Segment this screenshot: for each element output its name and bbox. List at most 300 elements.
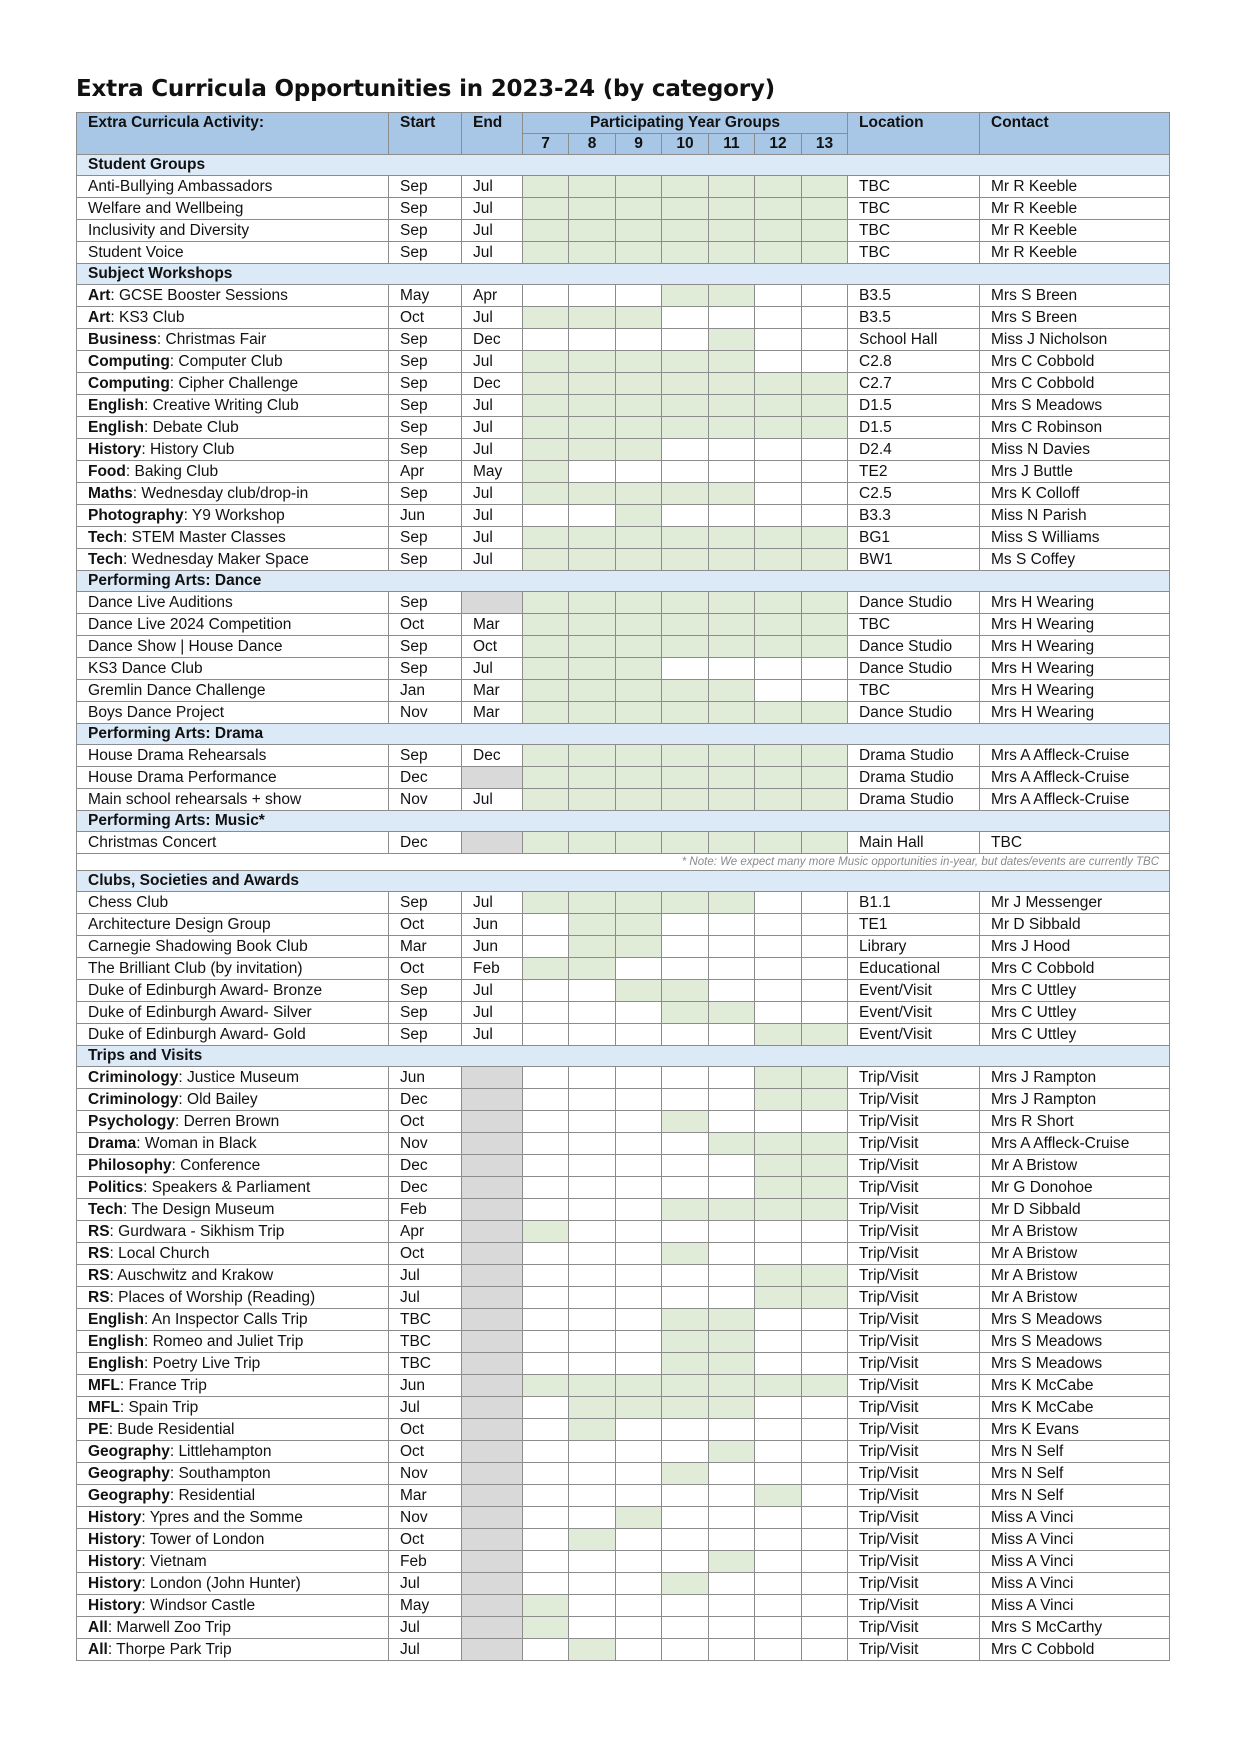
year-7-cell — [523, 636, 569, 658]
year-10-cell — [662, 1177, 709, 1199]
category-title: Performing Arts: Dance — [77, 571, 1170, 592]
end-cell: Dec — [462, 373, 523, 395]
year-10-cell — [662, 1419, 709, 1441]
year-10-cell — [662, 592, 709, 614]
year-12-cell — [755, 527, 802, 549]
year-9-cell — [616, 1133, 662, 1155]
activity-name: : Y9 Workshop — [183, 506, 285, 524]
year-12-cell — [755, 614, 802, 636]
activity-name: : Computer Club — [169, 352, 283, 370]
year-8-cell — [569, 680, 616, 702]
activity-name: Carnegie Shadowing Book Club — [88, 937, 308, 955]
activity-cell — [77, 1221, 389, 1243]
activity-cell — [77, 505, 389, 527]
year-11-cell — [709, 614, 755, 636]
activity-name: Duke of Edinburgh Award- Bronze — [88, 981, 323, 999]
year-8-cell — [569, 242, 616, 264]
year-10-cell — [662, 1067, 709, 1089]
location-cell: TBC — [848, 242, 980, 264]
year-9-cell — [616, 176, 662, 198]
activity-cell — [77, 198, 389, 220]
year-10-cell — [662, 745, 709, 767]
year-8-cell — [569, 395, 616, 417]
table-row — [77, 1485, 1170, 1507]
activity-cell — [77, 527, 389, 549]
year-11-cell — [709, 1243, 755, 1265]
year-9-cell — [616, 1024, 662, 1046]
end-cell: Mar — [462, 680, 523, 702]
activity-cell — [77, 220, 389, 242]
end-cell — [462, 832, 523, 854]
year-9-cell — [616, 914, 662, 936]
year-9-cell — [616, 242, 662, 264]
header-activity: Extra Curricula Activity: — [77, 113, 389, 155]
year-10-cell — [662, 307, 709, 329]
activity-name: : France Trip — [119, 1376, 207, 1394]
location-cell: TBC — [848, 220, 980, 242]
year-9-cell — [616, 285, 662, 307]
year-9-cell — [616, 789, 662, 811]
year-9-cell — [616, 1463, 662, 1485]
table-row — [77, 242, 1170, 264]
year-13-cell — [802, 1353, 848, 1375]
location-cell: Drama Studio — [848, 745, 980, 767]
year-7-cell — [523, 439, 569, 461]
table-row — [77, 1133, 1170, 1155]
activity-subject: All — [88, 1640, 108, 1658]
activity-name: : Residential — [169, 1486, 256, 1504]
year-13-cell — [802, 592, 848, 614]
year-9-cell — [616, 1002, 662, 1024]
start-cell: Feb — [389, 1551, 462, 1573]
end-cell — [462, 1309, 523, 1331]
activity-subject: English — [88, 1332, 144, 1350]
year-7-cell — [523, 1551, 569, 1573]
location-cell: Dance Studio — [848, 636, 980, 658]
table-row — [77, 1265, 1170, 1287]
activity-cell — [77, 242, 389, 264]
year-12-cell — [755, 1111, 802, 1133]
table-row — [77, 1463, 1170, 1485]
location-cell: Trip/Visit — [848, 1573, 980, 1595]
activity-cell — [77, 1441, 389, 1463]
table-row — [77, 307, 1170, 329]
year-11-cell — [709, 176, 755, 198]
year-8-cell — [569, 832, 616, 854]
activity-cell — [77, 417, 389, 439]
activity-name: The Brilliant Club (by invitation) — [88, 959, 303, 977]
year-10-cell — [662, 914, 709, 936]
start-cell: Sep — [389, 527, 462, 549]
end-cell — [462, 1529, 523, 1551]
table-row — [77, 1375, 1170, 1397]
year-12-cell — [755, 1507, 802, 1529]
year-11-cell — [709, 1221, 755, 1243]
note-row — [77, 854, 1170, 871]
location-cell: Trip/Visit — [848, 1331, 980, 1353]
location-cell: Event/Visit — [848, 980, 980, 1002]
year-9-cell — [616, 1199, 662, 1221]
year-11-cell — [709, 461, 755, 483]
start-cell: Oct — [389, 1111, 462, 1133]
activity-subject: English — [88, 1354, 144, 1372]
year-13-cell — [802, 614, 848, 636]
year-8-cell — [569, 1353, 616, 1375]
year-11-cell — [709, 1002, 755, 1024]
year-11-cell — [709, 1595, 755, 1617]
location-cell: TBC — [848, 680, 980, 702]
activity-subject: MFL — [88, 1376, 120, 1394]
year-9-cell — [616, 483, 662, 505]
activity-cell — [77, 892, 389, 914]
year-11-cell — [709, 1617, 755, 1639]
table-row — [77, 1309, 1170, 1331]
start-cell: Sep — [389, 745, 462, 767]
year-7-cell — [523, 242, 569, 264]
year-12-cell — [755, 767, 802, 789]
table-row — [77, 1353, 1170, 1375]
activity-cell — [77, 1265, 389, 1287]
end-cell — [462, 1265, 523, 1287]
year-13-cell — [802, 1111, 848, 1133]
table-row — [77, 505, 1170, 527]
contact-cell: TBC — [980, 832, 1170, 854]
activity-subject: Tech — [88, 1200, 124, 1218]
activity-cell — [77, 1199, 389, 1221]
year-7-cell — [523, 1397, 569, 1419]
year-13-cell — [802, 549, 848, 571]
year-11-cell — [709, 1331, 755, 1353]
year-10-cell — [662, 658, 709, 680]
year-11-cell — [709, 1507, 755, 1529]
location-cell: D1.5 — [848, 417, 980, 439]
year-7-cell — [523, 1024, 569, 1046]
year-12-cell — [755, 914, 802, 936]
table-row — [77, 614, 1170, 636]
year-10-cell — [662, 958, 709, 980]
year-11-cell — [709, 198, 755, 220]
activities-table — [76, 112, 1170, 1661]
year-13-cell — [802, 892, 848, 914]
start-cell: Sep — [389, 351, 462, 373]
activity-cell — [77, 702, 389, 724]
activity-name: : Spain Trip — [119, 1398, 199, 1416]
year-7-cell — [523, 1463, 569, 1485]
end-cell: Jul — [462, 198, 523, 220]
location-cell: Trip/Visit — [848, 1221, 980, 1243]
start-cell: Nov — [389, 702, 462, 724]
year-9-cell — [616, 636, 662, 658]
music-note: * Note: We expect many more Music opportunities in-year, but dates/events are currently TBC — [77, 854, 1170, 871]
start-cell: Oct — [389, 1441, 462, 1463]
activity-subject: English — [88, 1310, 144, 1328]
activity-cell — [77, 1419, 389, 1441]
header-year-11: 11 — [709, 134, 755, 155]
year-9-cell — [616, 1331, 662, 1353]
location-cell: Trip/Visit — [848, 1287, 980, 1309]
contact-cell: Miss A Vinci — [980, 1573, 1170, 1595]
year-12-cell — [755, 505, 802, 527]
year-13-cell — [802, 1024, 848, 1046]
year-12-cell — [755, 198, 802, 220]
activity-name: : Christmas Fair — [156, 330, 267, 348]
start-cell: Sep — [389, 483, 462, 505]
year-11-cell — [709, 1067, 755, 1089]
activity-cell — [77, 980, 389, 1002]
year-11-cell — [709, 1551, 755, 1573]
year-13-cell — [802, 1551, 848, 1573]
year-10-cell — [662, 1265, 709, 1287]
start-cell: TBC — [389, 1309, 462, 1331]
activity-cell — [77, 658, 389, 680]
end-cell: Jul — [462, 242, 523, 264]
end-cell: Jul — [462, 658, 523, 680]
end-cell: Jul — [462, 505, 523, 527]
year-12-cell — [755, 1595, 802, 1617]
end-cell — [462, 1111, 523, 1133]
location-cell: Trip/Visit — [848, 1265, 980, 1287]
table-row — [77, 1221, 1170, 1243]
year-11-cell — [709, 329, 755, 351]
end-cell — [462, 1353, 523, 1375]
contact-cell: Mrs K Evans — [980, 1419, 1170, 1441]
year-8-cell — [569, 1024, 616, 1046]
year-13-cell — [802, 914, 848, 936]
activity-name: : Local Church — [109, 1244, 210, 1262]
year-9-cell — [616, 549, 662, 571]
year-12-cell — [755, 461, 802, 483]
year-12-cell — [755, 242, 802, 264]
end-cell — [462, 1155, 523, 1177]
location-cell: Trip/Visit — [848, 1507, 980, 1529]
activity-subject: Geography — [88, 1486, 170, 1504]
year-10-cell — [662, 527, 709, 549]
start-cell: Jun — [389, 1375, 462, 1397]
year-9-cell — [616, 461, 662, 483]
start-cell: Nov — [389, 1507, 462, 1529]
table-row — [77, 1002, 1170, 1024]
table-row — [77, 1529, 1170, 1551]
activity-cell — [77, 1287, 389, 1309]
contact-cell: Mrs C Cobbold — [980, 373, 1170, 395]
location-cell: B3.3 — [848, 505, 980, 527]
end-cell: Jul — [462, 351, 523, 373]
end-cell — [462, 1551, 523, 1573]
year-12-cell — [755, 1331, 802, 1353]
activity-subject: Drama — [88, 1134, 137, 1152]
year-12-cell — [755, 1067, 802, 1089]
activity-name: : Vietnam — [141, 1552, 207, 1570]
year-9-cell — [616, 220, 662, 242]
year-8-cell — [569, 1551, 616, 1573]
contact-cell: Mrs C Cobbold — [980, 351, 1170, 373]
start-cell: Sep — [389, 198, 462, 220]
year-12-cell — [755, 395, 802, 417]
end-cell — [462, 1133, 523, 1155]
year-13-cell — [802, 680, 848, 702]
contact-cell: Mr A Bristow — [980, 1265, 1170, 1287]
year-11-cell — [709, 1177, 755, 1199]
year-8-cell — [569, 1243, 616, 1265]
activity-cell — [77, 351, 389, 373]
year-7-cell — [523, 1441, 569, 1463]
year-7-cell — [523, 176, 569, 198]
activity-subject: Art — [88, 308, 111, 326]
year-11-cell — [709, 439, 755, 461]
activity-name: : GCSE Booster Sessions — [110, 286, 288, 304]
activity-name: : Gurdwara - Sikhism Trip — [109, 1222, 285, 1240]
year-8-cell — [569, 176, 616, 198]
year-7-cell — [523, 892, 569, 914]
year-9-cell — [616, 417, 662, 439]
year-9-cell — [616, 373, 662, 395]
contact-cell: Mrs C Uttley — [980, 980, 1170, 1002]
activity-subject: History — [88, 440, 142, 458]
activity-name: : Thorpe Park Trip — [107, 1640, 232, 1658]
activity-subject: Philosophy — [88, 1156, 172, 1174]
year-10-cell — [662, 1441, 709, 1463]
year-11-cell — [709, 680, 755, 702]
header-start: Start — [389, 113, 462, 155]
year-10-cell — [662, 1507, 709, 1529]
year-8-cell — [569, 1617, 616, 1639]
year-8-cell — [569, 1002, 616, 1024]
start-cell: Jul — [389, 1397, 462, 1419]
table-row — [77, 680, 1170, 702]
activity-name: : Ypres and the Somme — [141, 1508, 303, 1526]
start-cell: Sep — [389, 980, 462, 1002]
contact-cell: Mrs S Meadows — [980, 395, 1170, 417]
year-13-cell — [802, 745, 848, 767]
activity-name: : Auschwitz and Krakow — [109, 1266, 274, 1284]
year-13-cell — [802, 1243, 848, 1265]
year-12-cell — [755, 1133, 802, 1155]
activity-cell — [77, 1639, 389, 1661]
year-7-cell — [523, 1177, 569, 1199]
year-9-cell — [616, 1243, 662, 1265]
year-11-cell — [709, 1573, 755, 1595]
year-11-cell — [709, 483, 755, 505]
year-8-cell — [569, 351, 616, 373]
end-cell: Dec — [462, 745, 523, 767]
year-12-cell — [755, 936, 802, 958]
year-13-cell — [802, 1463, 848, 1485]
year-12-cell — [755, 636, 802, 658]
year-13-cell — [802, 1529, 848, 1551]
year-10-cell — [662, 832, 709, 854]
table-row — [77, 1441, 1170, 1463]
year-9-cell — [616, 658, 662, 680]
end-cell — [462, 1419, 523, 1441]
year-7-cell — [523, 702, 569, 724]
year-13-cell — [802, 1133, 848, 1155]
table-row — [77, 892, 1170, 914]
activity-name: : Romeo and Juliet Trip — [143, 1332, 304, 1350]
start-cell: TBC — [389, 1331, 462, 1353]
year-12-cell — [755, 176, 802, 198]
location-cell: Trip/Visit — [848, 1177, 980, 1199]
start-cell: Jul — [389, 1265, 462, 1287]
header-location: Location — [848, 113, 980, 155]
year-8-cell — [569, 1463, 616, 1485]
activity-name: : History Club — [141, 440, 235, 458]
contact-cell: Mr G Donohoe — [980, 1177, 1170, 1199]
contact-cell: Mrs S McCarthy — [980, 1617, 1170, 1639]
year-7-cell — [523, 1002, 569, 1024]
activity-name: : Creative Writing Club — [143, 396, 299, 414]
year-8-cell — [569, 198, 616, 220]
activity-name: Inclusivity and Diversity — [88, 221, 250, 239]
year-13-cell — [802, 1485, 848, 1507]
year-8-cell — [569, 285, 616, 307]
activity-cell — [77, 373, 389, 395]
year-7-cell — [523, 958, 569, 980]
activity-name: : Woman in Black — [136, 1134, 257, 1152]
year-11-cell — [709, 592, 755, 614]
end-cell — [462, 1199, 523, 1221]
year-10-cell — [662, 936, 709, 958]
contact-cell: Miss A Vinci — [980, 1529, 1170, 1551]
year-10-cell — [662, 1089, 709, 1111]
year-9-cell — [616, 832, 662, 854]
contact-cell: Mrs A Affleck-Cruise — [980, 745, 1170, 767]
year-11-cell — [709, 1089, 755, 1111]
year-8-cell — [569, 439, 616, 461]
year-9-cell — [616, 614, 662, 636]
year-9-cell — [616, 1155, 662, 1177]
start-cell: Sep — [389, 373, 462, 395]
contact-cell: Ms S Coffey — [980, 549, 1170, 571]
activity-name: : Cipher Challenge — [169, 374, 299, 392]
activity-subject: Photography — [88, 506, 184, 524]
year-7-cell — [523, 1419, 569, 1441]
year-7-cell — [523, 198, 569, 220]
activity-subject: MFL — [88, 1398, 120, 1416]
year-8-cell — [569, 1111, 616, 1133]
category-row — [77, 264, 1170, 285]
year-9-cell — [616, 1551, 662, 1573]
year-11-cell — [709, 636, 755, 658]
year-11-cell — [709, 914, 755, 936]
year-7-cell — [523, 351, 569, 373]
year-11-cell — [709, 1463, 755, 1485]
start-cell: Dec — [389, 832, 462, 854]
year-8-cell — [569, 1133, 616, 1155]
header-year-8: 8 — [569, 134, 616, 155]
table-row — [77, 285, 1170, 307]
year-13-cell — [802, 439, 848, 461]
year-12-cell — [755, 1573, 802, 1595]
year-10-cell — [662, 892, 709, 914]
year-8-cell — [569, 1177, 616, 1199]
year-10-cell — [662, 549, 709, 571]
year-9-cell — [616, 1221, 662, 1243]
year-7-cell — [523, 461, 569, 483]
header-year-9: 9 — [616, 134, 662, 155]
year-11-cell — [709, 242, 755, 264]
activity-name: : London (John Hunter) — [141, 1574, 301, 1592]
start-cell: Oct — [389, 958, 462, 980]
year-8-cell — [569, 1199, 616, 1221]
year-7-cell — [523, 1485, 569, 1507]
location-cell: Trip/Visit — [848, 1529, 980, 1551]
year-11-cell — [709, 1155, 755, 1177]
end-cell — [462, 1639, 523, 1661]
table-row — [77, 1551, 1170, 1573]
activity-name: KS3 Dance Club — [88, 659, 203, 677]
end-cell — [462, 1243, 523, 1265]
year-12-cell — [755, 1353, 802, 1375]
